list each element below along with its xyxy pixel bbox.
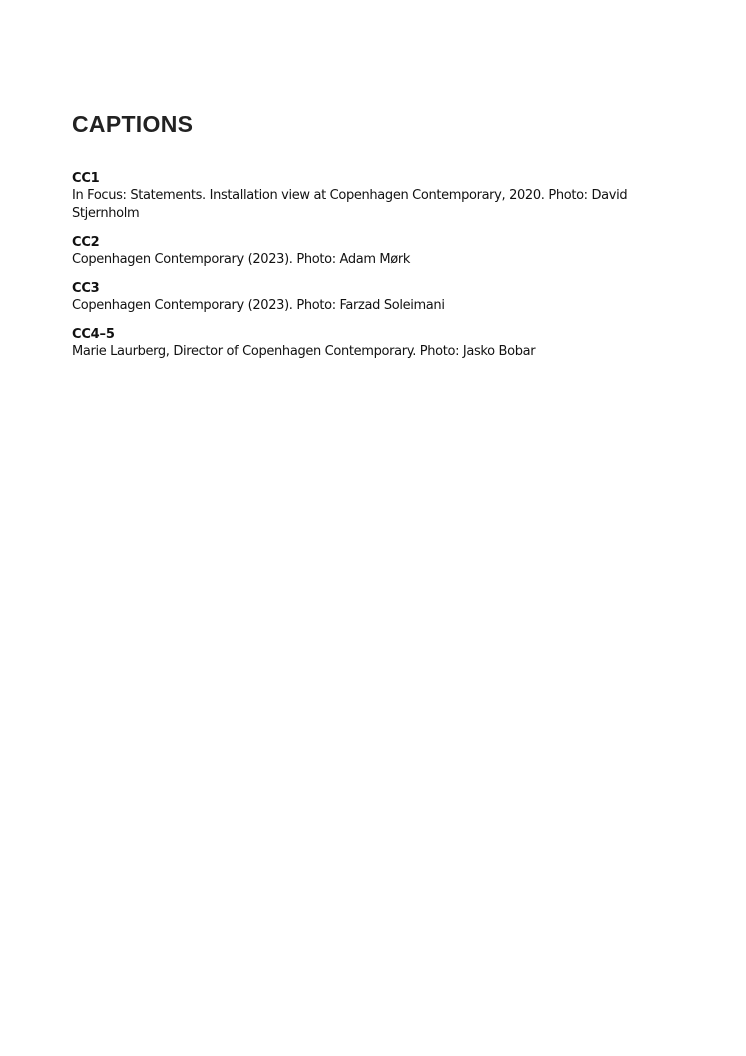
caption-text: Marie Laurberg, Director of Copenhagen Contemporary. Photo: Jasko Bobar	[72, 344, 536, 359]
caption-cc1	[72, 170, 682, 223]
caption-cc2	[72, 234, 682, 269]
caption-id: CC4–5	[72, 327, 115, 342]
document-page	[72, 110, 682, 372]
caption-id: CC1	[72, 171, 100, 186]
caption-cc4-5	[72, 326, 682, 361]
caption-text: In Focus: Statements. Installation view at Copenhagen Contemporary, 2020. Photo: David Stjernholm	[72, 188, 628, 221]
caption-text: Copenhagen Contemporary (2023). Photo: Adam Mørk	[72, 252, 411, 267]
caption-id: CC2	[72, 235, 100, 250]
caption-cc3	[72, 280, 682, 315]
caption-id: CC3	[72, 281, 100, 296]
caption-text: Copenhagen Contemporary (2023). Photo: Farzad Soleimani	[72, 298, 445, 313]
page-title: CAPTIONS	[72, 111, 194, 137]
